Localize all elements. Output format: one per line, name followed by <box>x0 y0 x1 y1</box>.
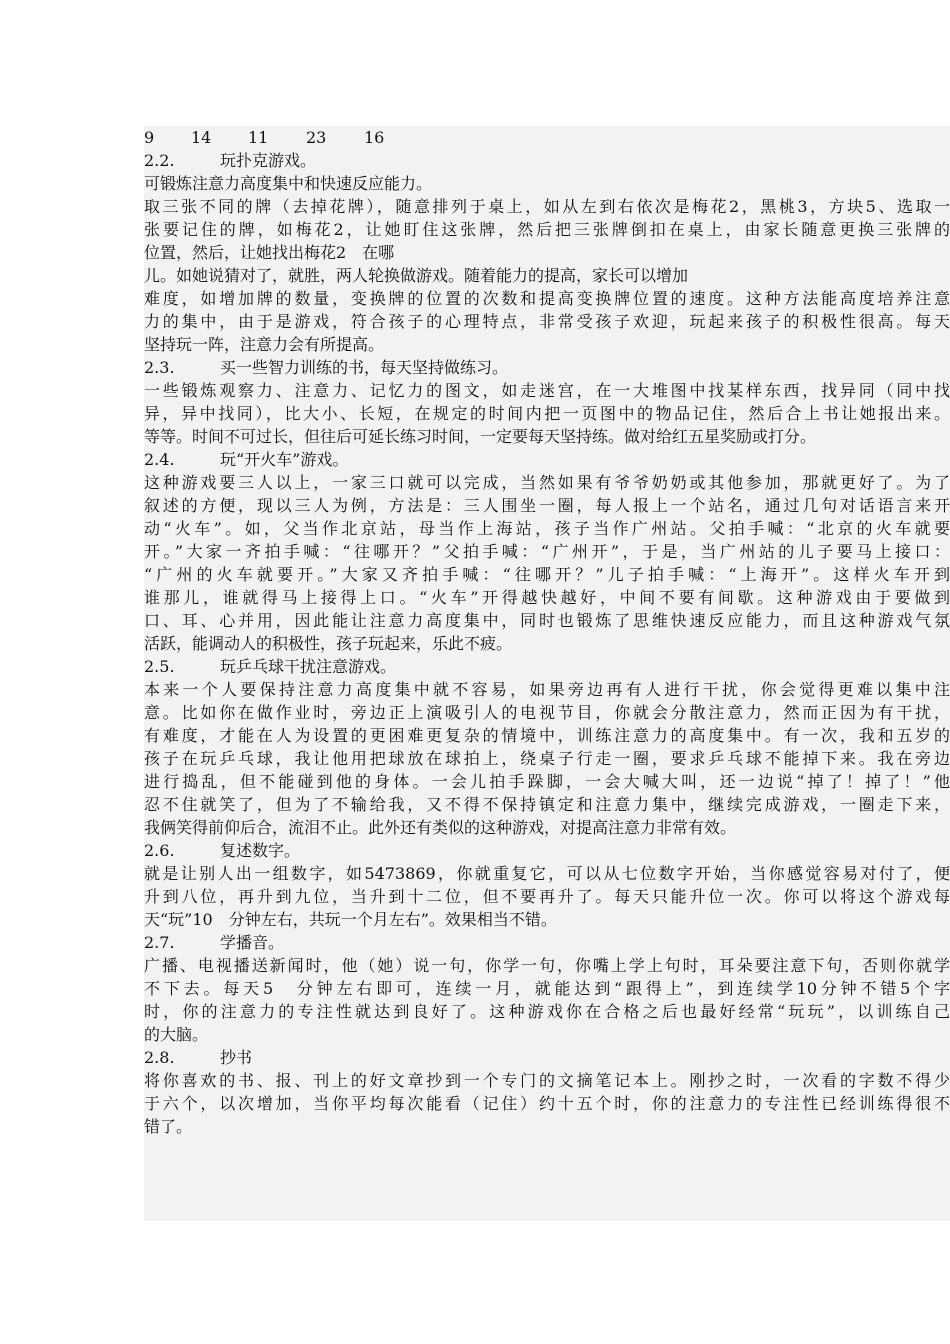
paragraph-line: 的大脑。 <box>144 1025 209 1044</box>
paragraph-line: 将你喜欢的书、报、刊上的好文章抄到一个专门的文摘笔记本上。刚抄之时，一次看的字数不得少 <box>144 1071 950 1090</box>
section-number: 2.8. <box>144 1048 175 1067</box>
section-heading <box>144 931 950 954</box>
paragraph-line: 等等。时间不可过长，但往后可延长练习时间，一定要每天坚持练。做对给红五星奖励或打分。 <box>144 427 817 446</box>
section-title: 玩乒乓球干扰注意游戏。 <box>220 657 397 676</box>
paragraph-line: 我俩笑得前仰后合，流泪不止。此外还有类似的这种游戏，对提高注意力非常有效。 <box>144 818 737 837</box>
paragraph-line: 可锻炼注意力高度集中和快速反应能力。 <box>144 174 433 193</box>
paragraph-line: 异，异中找同），比大小、长短，在规定的时间内把一页图中的物品记住，然后合上书让她报出来。 <box>144 404 950 423</box>
paragraph-line: 叙述的方便，现以三人为例，方法是：三人围坐一圈，每人报上一个站名，通过几句对话语言来开 <box>144 496 950 515</box>
number-cell: 11 <box>248 128 269 147</box>
paragraph-line: “广州的火车就要开。”大家又齐拍手喊：“往哪开？”儿子拍手喊：“上海开”。这样火车开到 <box>144 565 950 584</box>
paragraph-line: 进行捣乱，但不能碰到他的身体。一会儿拍手跺脚，一会大喊大叫，还一边说“掉了！掉了！”他 <box>144 772 950 791</box>
section-title: 复述数字。 <box>220 841 301 860</box>
section-title: 抄书 <box>220 1048 253 1067</box>
paragraph-line: 就是让别人出一组数字，如5473869，你就重复它，可以从七位数字开始，当你感觉容易对付了，便 <box>144 864 950 883</box>
section-heading <box>144 655 950 678</box>
paragraph-line: 开。”大家一齐拍手喊：“往哪开？”父拍手喊：“广州开”，于是，当广州站的儿子要马上接口： <box>144 542 950 561</box>
section-title: 买一些智力训练的书，每天坚持做练习。 <box>220 358 509 377</box>
section-heading <box>144 356 950 379</box>
paragraph-line: 忍不住就笑了，但为了不输给我，又不得不保持镇定和注意力集中，继续完成游戏，一圈走下来， <box>144 795 950 814</box>
paragraph-line: 于六个，以次增加，当你平均每次能看（记住）约十五个时，你的注意力的专注性已经训练得很不 <box>144 1094 950 1113</box>
paragraph-line: 取三张不同的牌（去掉花牌），随意排列于桌上，如从左到右依次是梅花2，黑桃3，方块5、选取一 <box>144 197 950 216</box>
paragraph-line: 升到八位，再升到九位，当升到十二位，但不要再升了。每天只能升位一次。你可以将这个游戏每 <box>144 887 950 906</box>
numbers-row <box>144 126 950 149</box>
section-heading <box>144 839 950 862</box>
section-number: 2.4. <box>144 450 175 469</box>
paragraph-line: 位置，然后，让她找出梅花2 在哪 <box>144 243 395 262</box>
number-cell: 9 <box>144 128 155 147</box>
number-cell: 14 <box>191 128 212 147</box>
paragraph-line: 活跃，能调动人的积极性，孩子玩起来，乐此不疲。 <box>144 634 513 653</box>
paragraph-line: 口、耳、心并用，因此能让注意力高度集中，同时也锻炼了思维快速反应能力，而且这种游戏气氛 <box>144 611 950 630</box>
section-number: 2.6. <box>144 841 175 860</box>
paragraph-line: 力的集中，由于是游戏，符合孩子的心理特点，非常受孩子欢迎，玩起来孩子的积极性很高。每天 <box>144 312 950 331</box>
section-title: 玩扑克游戏。 <box>220 151 317 170</box>
paragraph-line: 有难度，才能在人为设置的更困难更复杂的情境中，训练注意力的高度集中。有一次，我和五岁的 <box>144 726 950 745</box>
paragraph-line: 一些锻炼观察力、注意力、记忆力的图文，如走迷宫，在一大堆图中找某样东西，找异同（同中找 <box>144 381 950 400</box>
paragraph-line: 时，你的注意力的专注性就达到良好了。这种游戏你在合格之后也最好经常“玩玩”，以训练自己 <box>144 1002 950 1021</box>
section-title: 学播音。 <box>220 933 285 952</box>
section-heading <box>144 1046 950 1069</box>
section-number: 2.5. <box>144 657 175 676</box>
paragraph-line: 这种游戏要三人以上，一家三口就可以完成，当然如果有爷爷奶奶或其他参加，那就更好了。为了 <box>144 473 950 492</box>
paragraph-line: 坚持玩一阵，注意力会有所提高。 <box>144 335 385 354</box>
paragraph-line: 错了。 <box>144 1117 193 1136</box>
paragraph-line: 儿。如她说猜对了，就胜，两人轮换做游戏。随着能力的提高，家长可以增加 <box>144 266 689 285</box>
paragraph-line: 不下去。每天5 分钟左右即可，连续一月，就能达到“跟得上”，到连续学10分钟不错5个字 <box>144 979 950 998</box>
section-heading <box>144 448 950 471</box>
paragraph-line: 动“火车”。如，父当作北京站，母当作上海站，孩子当作广州站。父拍手喊：“北京的火车就要 <box>144 519 950 538</box>
number-cell: 16 <box>364 128 385 147</box>
paragraph-line: 天“玩”10 分钟左右，共玩一个月左右”。效果相当不错。 <box>144 910 557 929</box>
paragraph-line: 张要记住的牌，如梅花2，让她盯住这张牌，然后把三张牌倒扣在桌上，由家长随意更换三张牌的 <box>144 220 950 239</box>
section-number: 2.2. <box>144 151 175 170</box>
paragraph-line: 孩子在玩乒乓球，我让他用把球放在球拍上，绕桌子行走一圈，要求乒乓球不能掉下来。我在旁边 <box>144 749 950 768</box>
paragraph-line: 难度，如增加牌的数量，变换牌的位置的次数和提高变换牌位置的速度。这种方法能高度培养注意 <box>144 289 950 308</box>
section-number: 2.3. <box>144 358 175 377</box>
document-page <box>144 126 950 1221</box>
paragraph-line: 意。比如你在做作业时，旁边正上演吸引人的电视节目，你就会分散注意力，然而正因为有干扰， <box>144 703 950 722</box>
paragraph-line: 本来一个人要保持注意力高度集中就不容易，如果旁边再有人进行干扰，你会觉得更难以集中注 <box>144 680 950 699</box>
section-title: 玩“开火车”游戏。 <box>220 450 349 469</box>
paragraph-line: 广播、电视播送新闻时，他（她）说一句，你学一句，你嘴上学上句时，耳朵要注意下句，否则你就学 <box>144 956 950 975</box>
section-number: 2.7. <box>144 933 175 952</box>
paragraph-line: 谁那儿，谁就得马上接得上口。“火车”开得越快越好，中间不要有间歇。这种游戏由于要做到 <box>144 588 950 607</box>
number-cell: 23 <box>306 128 327 147</box>
section-heading <box>144 149 950 172</box>
